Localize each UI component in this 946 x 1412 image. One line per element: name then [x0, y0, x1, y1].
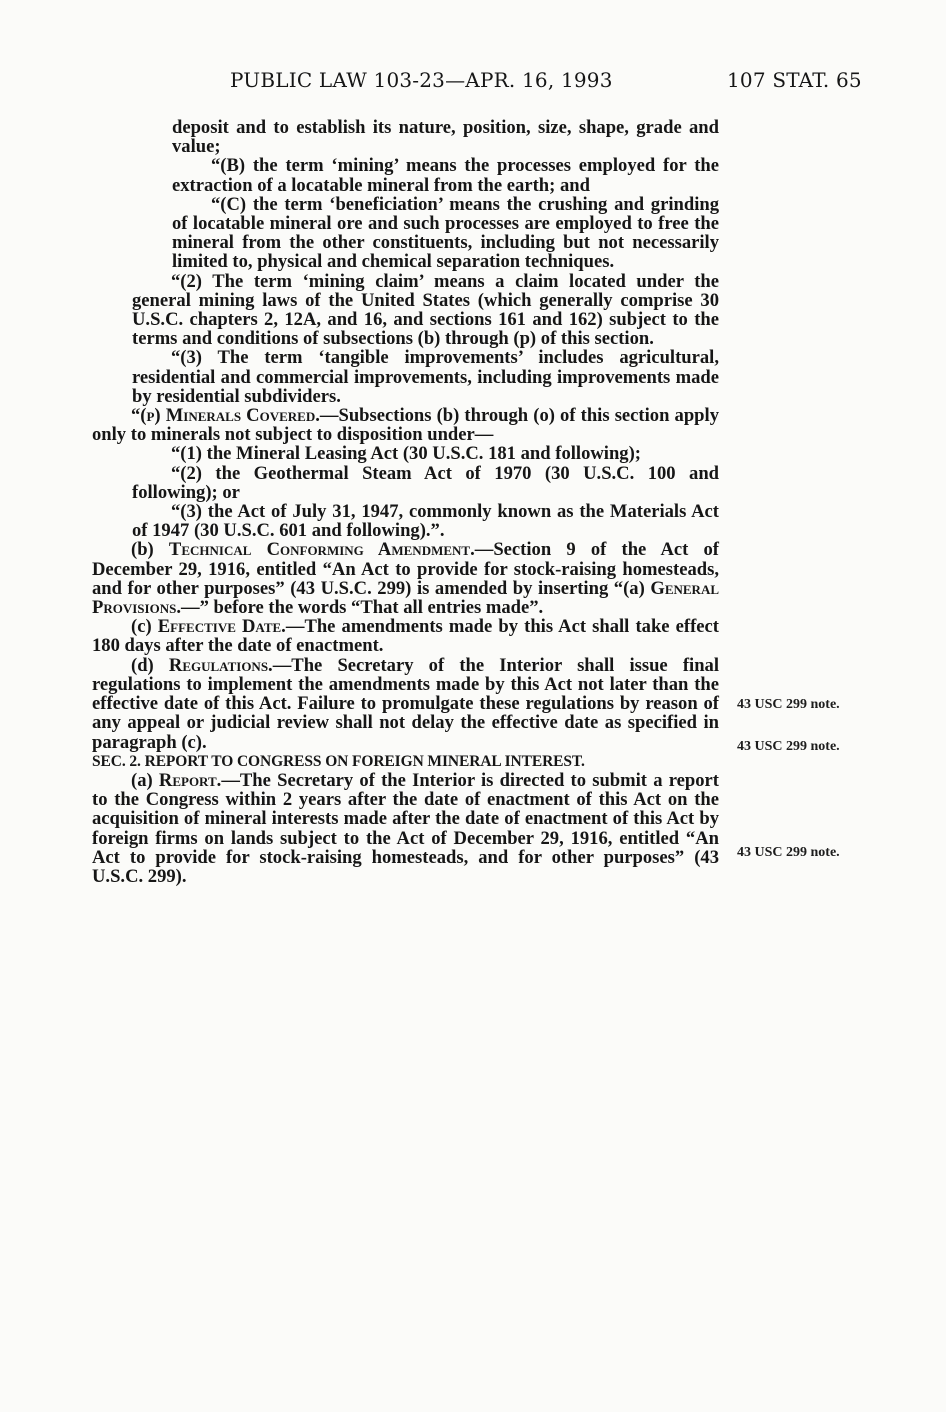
paragraph: “(C) the term ‘beneficiation’ means the crushing and grinding of locatable mineral ore and such processes are employed to free the mineral from the other constituents, including but not necessarily limited to, physical and chemical separation techniques.	[172, 193, 719, 273]
subsection-heading: Regulations.	[168, 654, 273, 676]
subsection: (a) Report.—The Secretary of the Interior is directed to submit a report to the Congress within 2 years after the date of enactment of this Act on the acquisition of mineral interests made after the date of enactment of this Act by foreign firms on lands subject to the Act of December 29, 1916, entitled “An Act to provide for stock-raising homesteads, and for other purposes” (43 U.S.C. 299).	[92, 769, 719, 887]
subsection-heading: Report.	[158, 769, 222, 791]
paragraph: “(1) the Mineral Leasing Act (30 U.S.C. 181 and following);	[171, 443, 641, 465]
margin-note: 43 USC 299 note.	[737, 697, 840, 712]
statute-text	[92, 118, 719, 886]
margin-note: 43 USC 299 note.	[737, 739, 840, 754]
page-number: 107 STAT. 65	[727, 68, 862, 92]
subsection-heading: Technical Conforming Amendment.	[168, 539, 475, 561]
margin-note: 43 USC 299 note.	[737, 845, 840, 860]
paragraph: “(3) the Act of July 31, 1947, commonly known as the Materials Act of 1947 (30 U.S.C. 601 and following).”.	[132, 501, 719, 542]
subsection: (d) Regulations.—The Secretary of the Interior shall issue final regulations to implement the amendments made by this Act not later than the effective date of this Act. Failure to promulgate these regulations by reason of any appeal or judicial review shall not delay the effective date as specified in paragraph (c).	[92, 654, 719, 753]
paragraph: deposit and to establish its nature, position, size, shape, grade and value;	[172, 117, 719, 158]
paragraph: “(2) the Geothermal Steam Act of 1970 (30 U.S.C. 100 and following); or	[132, 462, 719, 503]
subsection	[92, 406, 719, 444]
subsection: (b) Technical Conforming Amendment.—Section 9 of the Act of December 29, 1916, entitled “An Act to provide for stock-raising homesteads, and for other purposes” (43 U.S.C. 299) is amended by inserting “(a) General Provisions.—” before the words “That all entries made”.	[92, 539, 720, 619]
paragraph: “(B) the term ‘mining’ means the processes employed for the extraction of a locatable mineral from the earth; and	[172, 155, 719, 196]
subsection-heading: Effective Date.	[157, 616, 286, 638]
subsection: (c) Effective Date.—The amendments made by this Act shall take effect 180 days after the date of enactment.	[92, 616, 719, 657]
subsection-text: —Subsections (b) through (o) of this section apply only to minerals not subject to disposition under—	[92, 405, 719, 446]
paragraph: “(2) The term ‘mining claim’ means a claim located under the general mining laws of the United States (which generally comprise 30 U.S.C. chapters 2, 12A, and 16, and sections 161 and 162) subject to the terms and conditions of subsections (b) through (p) of this section.	[132, 270, 719, 350]
section-heading: SEC. 2. REPORT TO CONGRESS ON FOREIGN MINERAL INTEREST.	[92, 752, 585, 770]
running-head: PUBLIC LAW 103-23—APR. 16, 1993	[230, 68, 613, 92]
paragraph: “(3) The term ‘tangible improvements’ includes agricultural, residential and commercial improvements, including improvements made by residential subdividers.	[132, 347, 719, 407]
subsection-heading: “(p) Minerals Covered.	[131, 405, 320, 427]
